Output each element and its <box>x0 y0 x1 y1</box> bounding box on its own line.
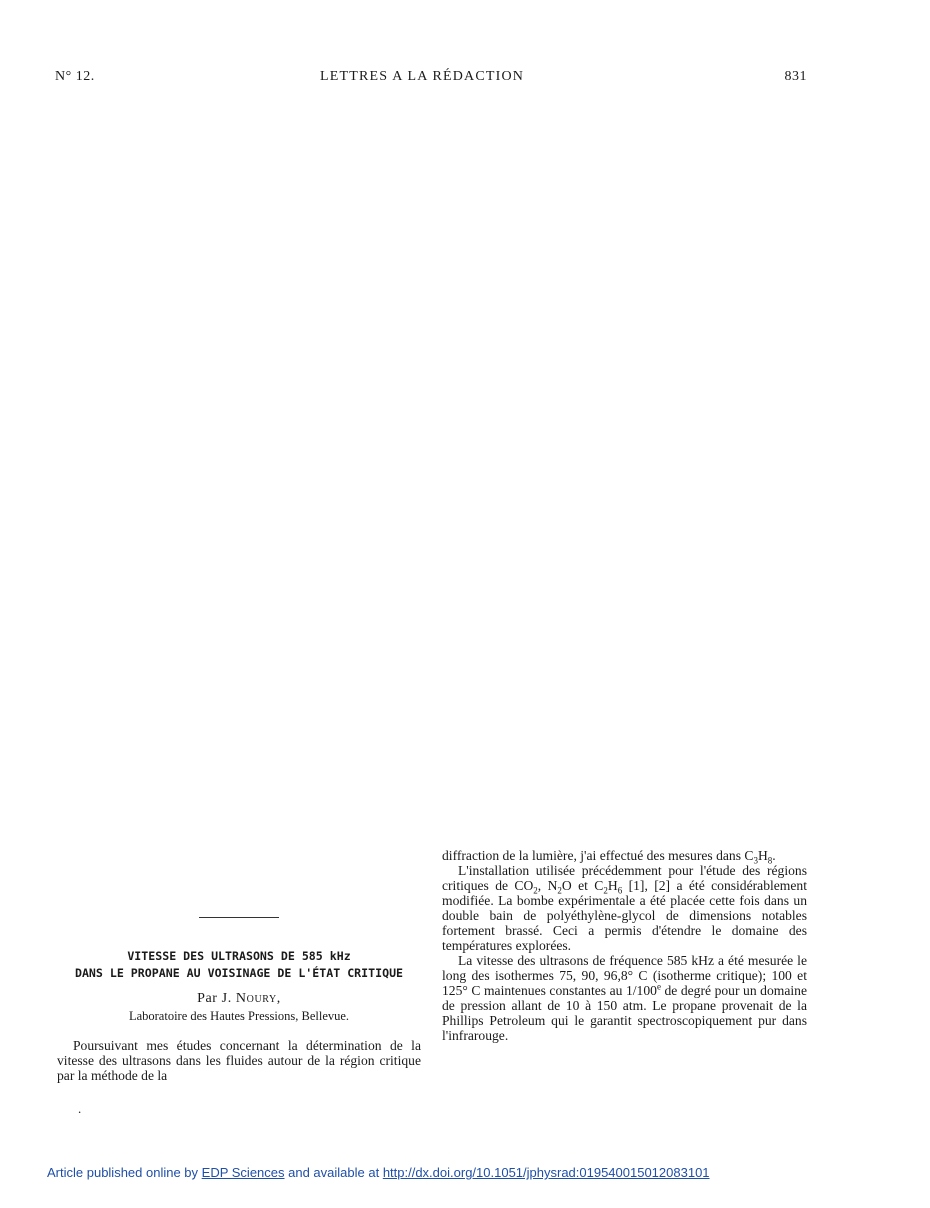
doi-link[interactable]: http://dx.doi.org/10.1051/jphysrad:019540015012083101 <box>382 1165 710 1180</box>
footer-text-2: and available at <box>284 1165 383 1180</box>
page-number: 831 <box>784 69 807 84</box>
left-paragraph: Poursuivant mes études concernant la détermination de la vitesse des ultrasons dans les fluides autour de la région critique par la méthode de la <box>57 1038 421 1083</box>
issue-number: N° 12. <box>55 69 95 84</box>
affiliation: Laboratoire des Hautes Pressions, Bellevue. <box>128 1009 350 1023</box>
author-name: Noury, <box>235 991 281 1006</box>
byline-prefix: Par J. <box>197 991 232 1006</box>
right-paragraph-3: La vitesse des ultrasons de fréquence 585 kHz a été mesurée le long des isothermes 75, 90, 96,8° C (isotherme critique); 100 et 125° C maintenues constantes au 1/100e de degré pour un domaine de pression allant de 10 à 150 atm. Le propane provenait de la Phillips Petroleum qui le garantit spectroscopiquement pur dans l'infrarouge. <box>442 953 807 1043</box>
separator-rule <box>199 917 279 918</box>
byline <box>57 991 421 1007</box>
publication-footer <box>47 1165 710 1180</box>
right-paragraph-1: diffraction de la lumière, j'ai effectué des mesures dans $C_3H_8$. <box>442 848 776 866</box>
title-line-1: VITESSE DES ULTRASONS DE 585 kHz <box>127 949 351 963</box>
right-paragraph-2: L'installation utilisée précédemment pour l'étude des régions critiques de $CO_2$, $N_2O$ et $C_2H_6$ [1], [2] a été considérablement modifiée. La bombe expérimentale a été placée cette fois dans un double bain de polyéthylène-glycol de dimensions notables fortement brassé. Ceci a permis d'étendre le domaine des températures explorées. <box>442 863 807 953</box>
right-column <box>442 848 807 1043</box>
section-title: LETTRES A LA RÉDACTION <box>320 69 525 84</box>
running-header <box>55 69 807 89</box>
title-line-2: DANS LE PROPANE AU VOISINAGE DE L'ÉTAT CRITIQUE <box>74 966 404 980</box>
edp-sciences-link[interactable]: EDP Sciences <box>201 1165 285 1180</box>
stray-mark: . <box>78 1101 82 1116</box>
article-title <box>57 948 421 982</box>
footer-text-1: Article published online by <box>47 1165 202 1180</box>
left-column <box>57 900 421 1083</box>
